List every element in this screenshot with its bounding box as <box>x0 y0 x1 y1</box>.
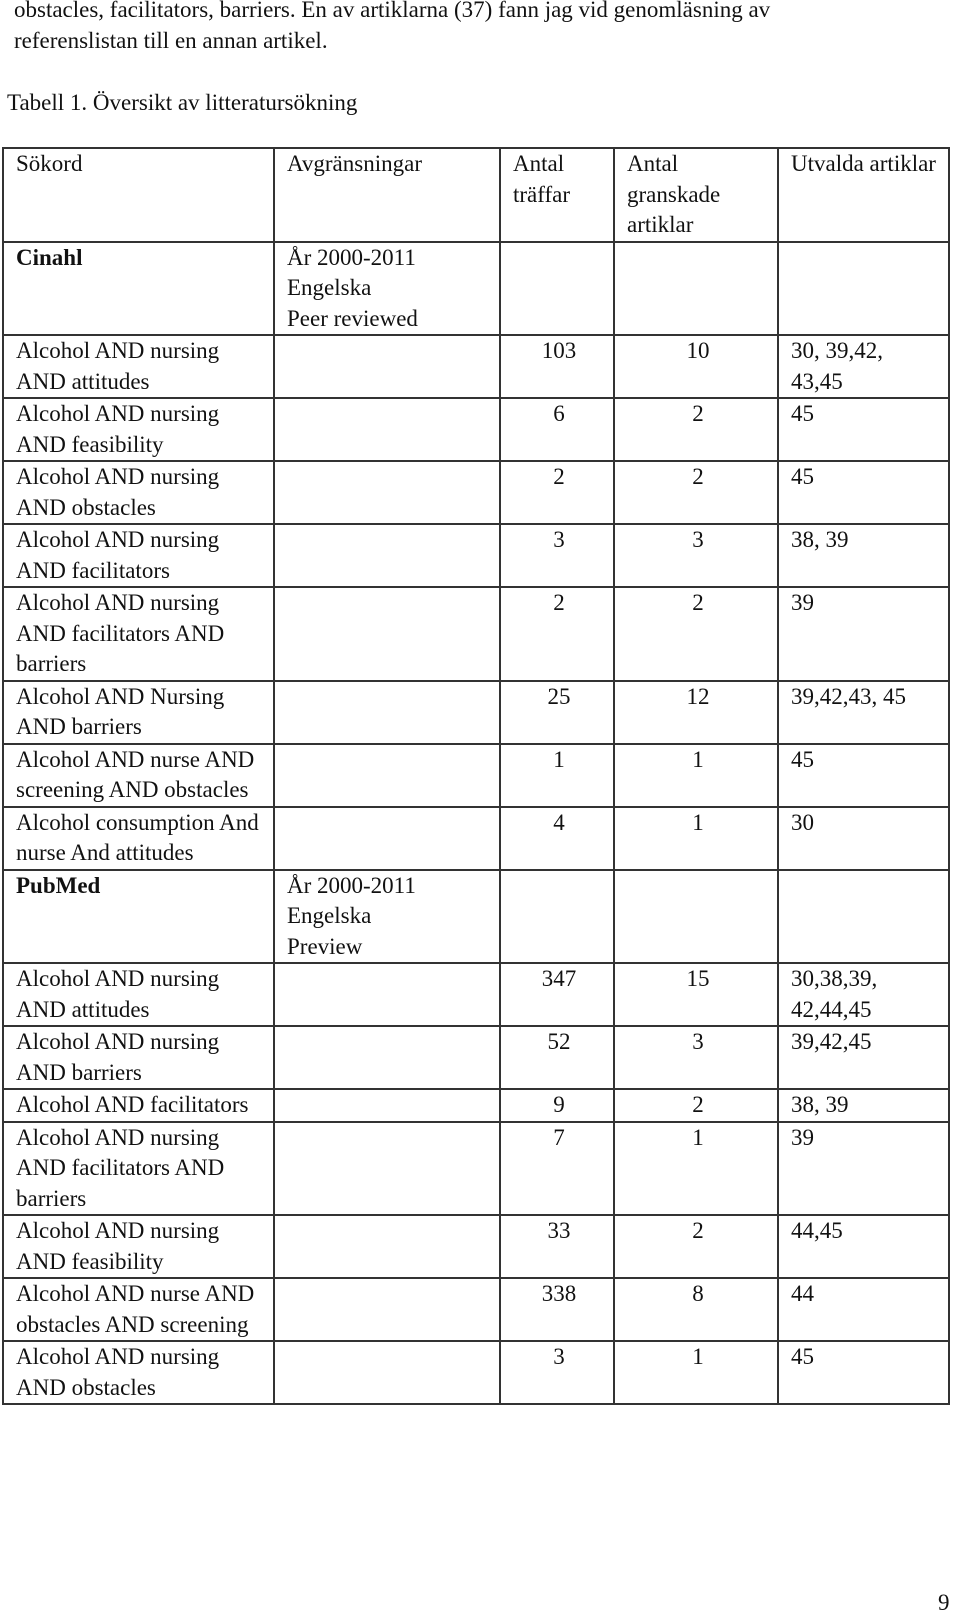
hits-cell: 52 <box>500 1026 614 1089</box>
selected-articles-cell: 45 <box>778 398 949 461</box>
hits-cell: 1 <box>500 744 614 807</box>
selected-articles-cell: 45 <box>778 1341 949 1404</box>
reviewed-cell: 2 <box>614 1215 778 1278</box>
selected-articles-cell: 30, 39,42, 43,45 <box>778 335 949 398</box>
selected-articles-cell: 38, 39 <box>778 524 949 587</box>
search-terms-cell: Alcohol AND nursing AND facilitators AND barriers <box>3 587 274 681</box>
reviewed-cell: 1 <box>614 1122 778 1216</box>
limits-cell <box>274 398 500 461</box>
hits-cell: 7 <box>500 1122 614 1216</box>
table-row <box>3 1341 949 1404</box>
header-utvalda: Utvalda artiklar <box>778 148 949 242</box>
header-row <box>3 148 949 242</box>
header-antal-granskade: Antal granskade artiklar <box>614 148 778 242</box>
literature-search-table <box>2 147 950 1405</box>
limits-cell <box>274 524 500 587</box>
limits-cell <box>274 1026 500 1089</box>
search-terms-cell: Alcohol AND nurse AND obstacles AND screening <box>3 1278 274 1341</box>
limits-cell <box>274 1089 500 1122</box>
database-row-cinahl <box>3 242 949 336</box>
limit-language: Engelska <box>287 275 372 300</box>
selected-articles-cell: 38, 39 <box>778 1089 949 1122</box>
reviewed-cell: 10 <box>614 335 778 398</box>
selected-articles-cell: 39,42,45 <box>778 1026 949 1089</box>
table-row <box>3 807 949 870</box>
table-row <box>3 1089 949 1122</box>
selected-articles-cell: 44,45 <box>778 1215 949 1278</box>
limits-cell <box>274 681 500 744</box>
selected-articles-cell: 44 <box>778 1278 949 1341</box>
limits-cell <box>274 1122 500 1216</box>
search-terms-cell: Alcohol AND nursing AND attitudes <box>3 963 274 1026</box>
hits-cell: 2 <box>500 461 614 524</box>
table-row <box>3 335 949 398</box>
table-row <box>3 1026 949 1089</box>
limit-years: År 2000-2011 <box>287 872 416 898</box>
intro-line-2: referenslistan till en annan artikel. <box>14 28 328 53</box>
selected-articles-cell: 30 <box>778 807 949 870</box>
hits-cell: 33 <box>500 1215 614 1278</box>
table-row <box>3 1122 949 1216</box>
search-terms-cell: Alcohol consumption And nurse And attitudes <box>3 807 274 870</box>
limits-cell <box>274 1278 500 1341</box>
limits-cell <box>274 461 500 524</box>
reviewed-cell: 2 <box>614 398 778 461</box>
limit-preview: Preview <box>287 933 363 959</box>
search-terms-cell: Alcohol AND nursing AND facilitators AND barriers <box>3 1122 274 1216</box>
hits-cell: 338 <box>500 1278 614 1341</box>
search-terms-cell: Alcohol AND Nursing AND barriers <box>3 681 274 744</box>
limits-cell <box>274 335 500 398</box>
limits-cell <box>274 807 500 870</box>
reviewed-cell: 1 <box>614 1341 778 1404</box>
reviewed-cell: 1 <box>614 807 778 870</box>
database-row-pubmed <box>3 870 949 964</box>
selected-articles-cell: 39 <box>778 1122 949 1216</box>
selected-articles-cell: 30,38,39, 42,44,45 <box>778 963 949 1026</box>
header-antal-traffar: Antal träffar <box>500 148 614 242</box>
reviewed-cell: 8 <box>614 1278 778 1341</box>
header-avgransningar: Avgränsningar <box>274 148 500 242</box>
reviewed-cell: 15 <box>614 963 778 1026</box>
table-caption: Tabell 1. Översikt av litteratursökning <box>7 90 358 115</box>
hits-cell: 3 <box>500 524 614 587</box>
database-limits <box>274 242 500 336</box>
limits-cell <box>274 744 500 807</box>
search-terms-cell: Alcohol AND nursing AND obstacles <box>3 461 274 524</box>
page-number: 9 <box>938 1590 950 1615</box>
search-terms-cell: Alcohol AND nursing AND feasibility <box>3 1215 274 1278</box>
reviewed-cell: 2 <box>614 587 778 681</box>
reviewed-cell: 3 <box>614 1026 778 1089</box>
search-terms-cell: Alcohol AND nursing AND obstacles <box>3 1341 274 1404</box>
hits-cell: 6 <box>500 398 614 461</box>
intro-text <box>14 0 944 56</box>
table-row <box>3 398 949 461</box>
hits-cell: 103 <box>500 335 614 398</box>
search-terms-cell: Alcohol AND nursing AND barriers <box>3 1026 274 1089</box>
reviewed-cell: 2 <box>614 1089 778 1122</box>
table-row <box>3 461 949 524</box>
table-row <box>3 744 949 807</box>
selected-articles-cell: 45 <box>778 744 949 807</box>
reviewed-cell: 3 <box>614 524 778 587</box>
limit-language: Engelska <box>287 903 372 928</box>
limit-review: Peer reviewed <box>287 305 418 331</box>
pubmed-rows <box>3 963 949 1404</box>
limits-cell <box>274 587 500 681</box>
hits-cell: 3 <box>500 1341 614 1404</box>
hits-cell: 347 <box>500 963 614 1026</box>
search-terms-cell: Alcohol AND facilitators <box>3 1089 274 1122</box>
limits-cell <box>274 963 500 1026</box>
table-row <box>3 587 949 681</box>
header-sokord: Sökord <box>3 148 274 242</box>
hits-cell: 4 <box>500 807 614 870</box>
database-name: Cinahl <box>3 242 274 336</box>
limits-cell <box>274 1341 500 1404</box>
hits-cell: 25 <box>500 681 614 744</box>
reviewed-cell: 12 <box>614 681 778 744</box>
hits-cell: 2 <box>500 587 614 681</box>
selected-articles-cell: 45 <box>778 461 949 524</box>
table-row <box>3 681 949 744</box>
selected-articles-cell: 39 <box>778 587 949 681</box>
database-limits <box>274 870 500 964</box>
intro-line-1: obstacles, facilitators, barriers. En av artiklarna (37) fann jag vid genomläsning av <box>14 0 771 22</box>
table-row <box>3 963 949 1026</box>
selected-articles-cell: 39,42,43, 45 <box>778 681 949 744</box>
table-row <box>3 1278 949 1341</box>
limit-years: År 2000-2011 <box>287 244 416 270</box>
search-terms-cell: Alcohol AND nursing AND facilitators <box>3 524 274 587</box>
search-terms-cell: Alcohol AND nursing AND feasibility <box>3 398 274 461</box>
table-row <box>3 524 949 587</box>
limits-cell <box>274 1215 500 1278</box>
search-terms-cell: Alcohol AND nurse AND screening AND obstacles <box>3 744 274 807</box>
database-name: PubMed <box>3 870 274 964</box>
search-terms-cell: Alcohol AND nursing AND attitudes <box>3 335 274 398</box>
hits-cell: 9 <box>500 1089 614 1122</box>
table-row <box>3 1215 949 1278</box>
cinahl-rows <box>3 335 949 870</box>
reviewed-cell: 2 <box>614 461 778 524</box>
reviewed-cell: 1 <box>614 744 778 807</box>
